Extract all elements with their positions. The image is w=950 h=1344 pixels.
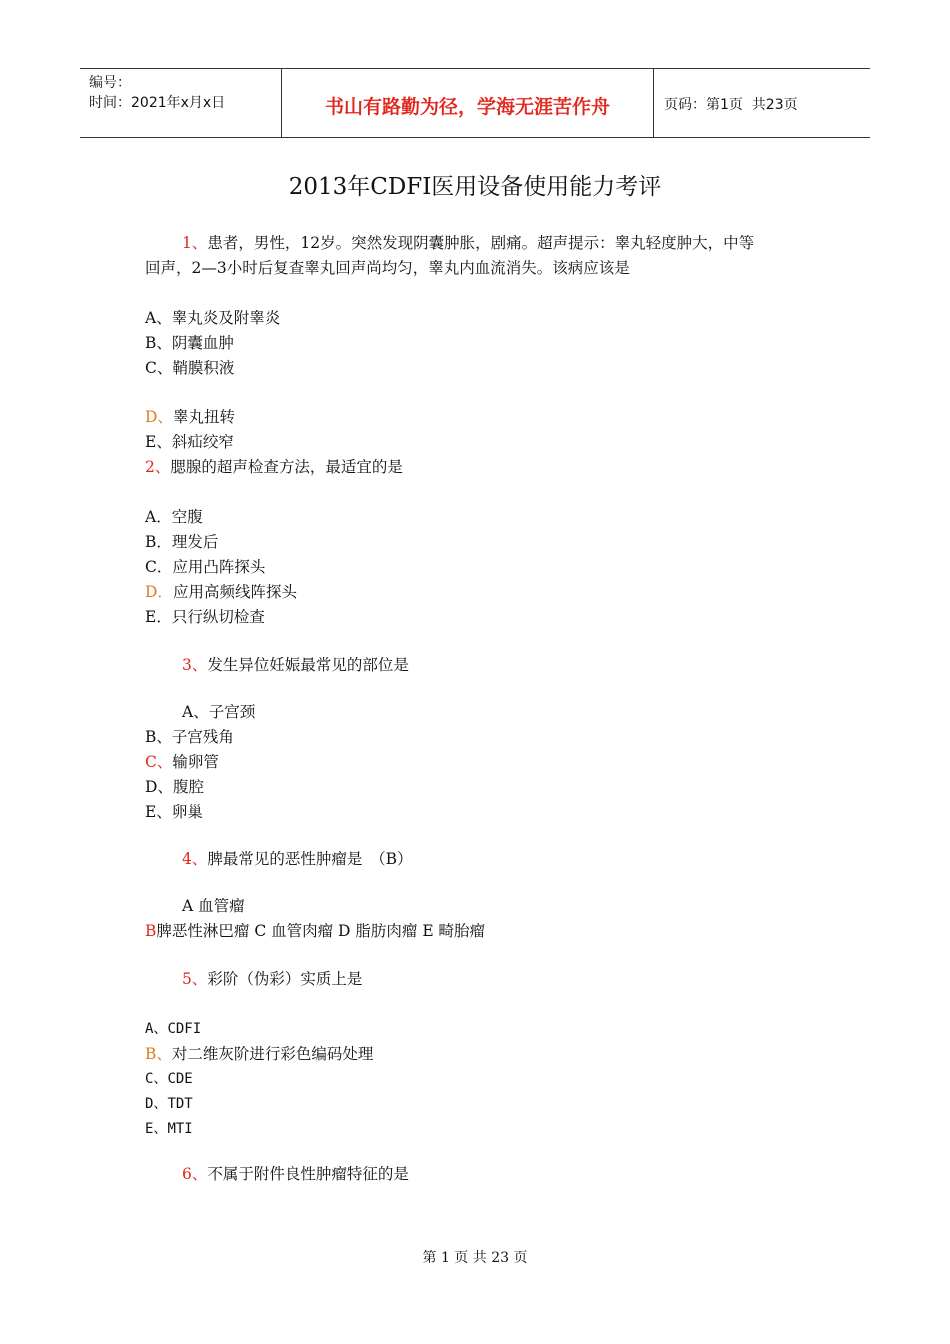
page-label: 页码：第1页 共23页 xyxy=(664,97,798,113)
option-row: B脾恶性淋巴瘤 C 血管肉瘤 D 脂肪肉瘤 E 畸胎瘤 xyxy=(145,922,486,940)
option-item: E、斜疝绞窄 xyxy=(145,433,234,451)
question-1-stem-line1: 1、患者，男性，12岁。突然发现阴囊肿胀，剧痛。超声提示：睾丸轻度肿大，中等 xyxy=(182,234,755,252)
option-item: D、TDT xyxy=(145,1096,193,1112)
option-item: C、鞘膜积液 xyxy=(145,359,235,377)
question-number: 4、 xyxy=(182,850,208,868)
document-title: 2013年CDFI医用设备使用能力考评 xyxy=(288,174,662,200)
page-header xyxy=(80,68,870,138)
option-item: B．理发后 xyxy=(145,533,219,551)
option-item: A．空腹 xyxy=(145,508,203,526)
serial-label: 编号： xyxy=(89,75,131,91)
question-4-stem: 4、脾最常见的恶性肿瘤是 （B） xyxy=(182,850,413,868)
header-meta xyxy=(80,69,282,137)
page-footer: 第 1 页 共 23 页 xyxy=(422,1250,528,1266)
option-item: E、MTI xyxy=(145,1121,193,1137)
header-motto: 书山有路勤为径，学海无涯苦作舟 xyxy=(282,69,654,137)
header-page-info xyxy=(654,69,870,137)
option-item: A、子宫颈 xyxy=(182,703,256,721)
question-number: 5、 xyxy=(182,970,208,988)
question-2-stem: 2、腮腺的超声检查方法，最适宜的是 xyxy=(145,458,403,476)
question-number: 6、 xyxy=(182,1165,208,1183)
question-number: 2、 xyxy=(145,458,171,476)
option-item: E．只行纵切检查 xyxy=(145,608,265,626)
question-1-stem-line2: 回声，2—3小时后复查睾丸回声尚均匀，睾丸内血流消失。该病应该是 xyxy=(145,259,630,277)
option-item: D、腹腔 xyxy=(145,778,204,796)
option-item: B、子宫残角 xyxy=(145,728,234,746)
option-item: A、睾丸炎及附睾炎 xyxy=(145,309,281,327)
option-item-answer: D、睾丸扭转 xyxy=(145,408,235,426)
question-number: 1、 xyxy=(182,234,208,252)
option-item: A 血管瘤 xyxy=(182,897,245,915)
option-item-answer: B、对二维灰阶进行彩色编码处理 xyxy=(145,1045,374,1063)
option-item-answer: C、输卵管 xyxy=(145,753,219,771)
time-label: 时间：2021年x月x日 xyxy=(89,95,226,111)
option-item: A、CDFI xyxy=(145,1021,202,1037)
question-3-stem: 3、发生异位妊娠最常见的部位是 xyxy=(182,656,409,674)
option-item-answer: D．应用高频线阵探头 xyxy=(145,583,297,601)
option-item: C．应用凸阵探头 xyxy=(145,558,266,576)
question-5-stem: 5、彩阶（伪彩）实质上是 xyxy=(182,970,363,988)
question-6-stem: 6、不属于附件良性肿瘤特征的是 xyxy=(182,1165,409,1183)
option-item: C、CDE xyxy=(145,1071,193,1087)
option-item: E、卵巢 xyxy=(145,803,203,821)
option-item: B、阴囊血肿 xyxy=(145,334,234,352)
question-number: 3、 xyxy=(182,656,208,674)
